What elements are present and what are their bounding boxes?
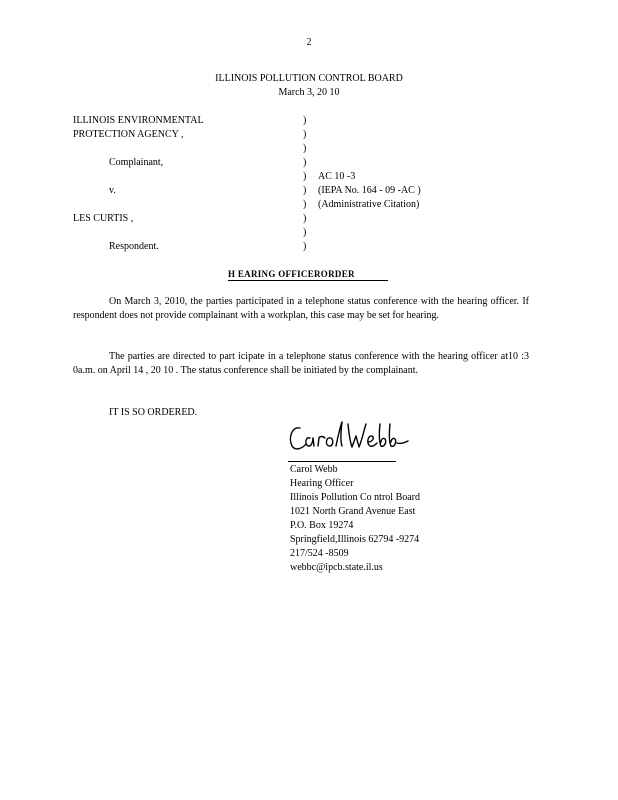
handwritten-signature-icon — [286, 416, 416, 456]
respondent-role: Respondent. — [109, 241, 159, 252]
paragraph-1-text: On March 3, 2010, the parties participated in a telephone status conference with the hearing officer. If respondent does not provide complainant with a workplan, this case may be set for hearing. — [73, 296, 529, 321]
signer-title: Hearing Officer — [290, 478, 354, 489]
paren: ) — [303, 129, 307, 140]
case-number: AC 10 -3 — [318, 171, 356, 182]
paren: ) — [303, 115, 307, 126]
order-date: March 3, 20 10 — [278, 87, 340, 98]
paragraph-1 — [73, 295, 529, 323]
signer-po-box: P.O. Box 19274 — [290, 520, 354, 531]
paren: ) — [303, 171, 307, 182]
paren: ) — [303, 227, 307, 238]
complainant-role: Complainant, — [109, 157, 164, 168]
complainant-name-line1: ILLINOIS ENVIRONMENTAL — [73, 115, 204, 126]
paren: ) — [303, 185, 307, 196]
paren: ) — [303, 157, 307, 168]
board-heading: ILLINOIS POLLUTION CONTROL BOARD — [215, 73, 403, 84]
respondent-name: LES CURTIS , — [73, 213, 134, 224]
caption-parentheses — [303, 114, 313, 254]
so-ordered: IT IS SO ORDERED. — [109, 407, 198, 418]
citation-type: (Administrative Citation) — [318, 199, 420, 210]
paren: ) — [303, 199, 307, 210]
paren: ) — [303, 143, 307, 154]
signature-line — [288, 461, 396, 462]
signer-name: Carol Webb — [290, 464, 338, 475]
page-number: 2 — [306, 37, 312, 48]
signer-email: webbc@ipcb.state.il.us — [290, 562, 383, 573]
signer-org: Illinois Pollution Co ntrol Board — [290, 492, 421, 503]
signature-block — [290, 463, 420, 575]
signer-phone: 217/524 -8509 — [290, 548, 349, 559]
signer-city: Springfield,Illinois 62794 -9274 — [290, 534, 420, 545]
iepa-number: (IEPA No. 164 - 09 -AC ) — [318, 185, 421, 196]
versus-label: v. — [109, 185, 116, 196]
order-title: H EARING OFFICERORDER — [228, 268, 388, 281]
paragraph-2 — [73, 350, 529, 378]
complainant-name-line2: PROTECTION AGENCY , — [73, 129, 184, 140]
paragraph-2-text: The parties are directed to part icipate in a telephone status conference with the hearing officer at10 :3 0a.m. on April 14 , 20 10 . The status conference shall be initiated by the complainant. — [73, 351, 529, 376]
signer-street: 1021 North Grand Avenue East — [290, 506, 416, 517]
paren: ) — [303, 213, 307, 224]
paren: ) — [303, 241, 307, 252]
